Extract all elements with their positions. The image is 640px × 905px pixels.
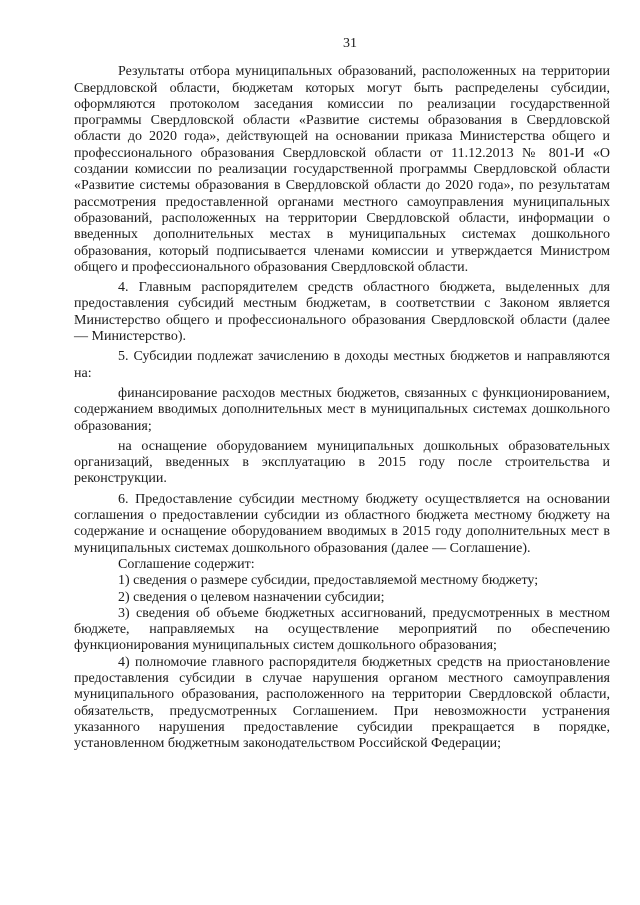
paragraph-financing-expenses: финансирование расходов местных бюджетов, связанных с функционированием, содержанием вводимых дополнительных мест в муниципальных системах дошкольного образования; [74, 385, 610, 434]
list-item-subsidy-purpose: 2) сведения о целевом назначении субсидии; [118, 589, 385, 605]
list-item-budget-allocations: 3) сведения об объеме бюджетных ассигнований, предусмотренных в местном бюджете, направляемых на осуществление мероприятий по обеспечению функционирования муниципальных систем дошкольного образования; [74, 605, 610, 654]
paragraph-equipment: на оснащение оборудованием муниципальных дошкольных образовательных организаций, введенных в эксплуатацию в 2015 году после строительства и реконструкции. [74, 438, 610, 487]
paragraph-agreement-basis: 6. Предоставление субсидии местному бюджету осуществляется на основании соглашения о предоставлении субсидии из областного бюджета местному бюджету на содержание и оснащение оборудованием вводимых в 2015 году дополнительных мест в муниципальных системах дошкольного образования (далее — Соглашение). [74, 491, 610, 556]
list-item-subsidy-size: 1) сведения о размере субсидии, предоставляемой местному бюджету; [118, 573, 539, 589]
document-page [74, 36, 610, 752]
page-number: 31 [343, 36, 357, 51]
paragraph-subsidy-allocation: 5. Субсидии подлежат зачислению в доходы местных бюджетов и направляются на: [74, 349, 610, 381]
paragraph-main-administrator: 4. Главным распорядителем средств областного бюджета, выделенных для предоставления субсидий местным бюджетам, в соответствии с Законом является Министерство общего и профессионального образования Свердловской области (далее — Министерство). [74, 280, 610, 345]
paragraph-commission-results: Результаты отбора муниципальных образований, расположенных на территории Свердловской области, бюджетам которых могут быть распределены субсидии, оформляются протоколом заседания комиссии по реализации государственной программы Свердловской области «Развитие системы образования в Свердловской области до 2020 года», действующей на основании приказа Министерства общего и профессионального образования Свердловской области от 11.12.2013 № 801-И «О создании комиссии по реализации государственной программы Свердловской области «Развитие системы образования в Свердловской области до 2020 года», по результатам рассмотрения предоставленной органами местного самоуправления муниципальных образований, расположенных на территории Свердловской области, информации о введенных дополнительных местах в муниципальных системах дошкольного образования, который подписывается членами комиссии и утверждается Министром общего и профессионального образования Свердловской области. [74, 64, 610, 275]
list-item-administrator-powers: 4) полномочие главного распорядителя бюджетных средств на приостановление предоставления субсидии в случае нарушения органом местного самоуправления муниципального образования, расположенного на территории Свердловской области, обязательств, предусмотренных Соглашением. При невозможности устранения указанного нарушения предоставление субсидии прекращается в порядке, установленном бюджетным законодательством Российской Федерации; [74, 654, 610, 752]
paragraph-agreement-contents: Соглашение содержит: [118, 556, 255, 572]
